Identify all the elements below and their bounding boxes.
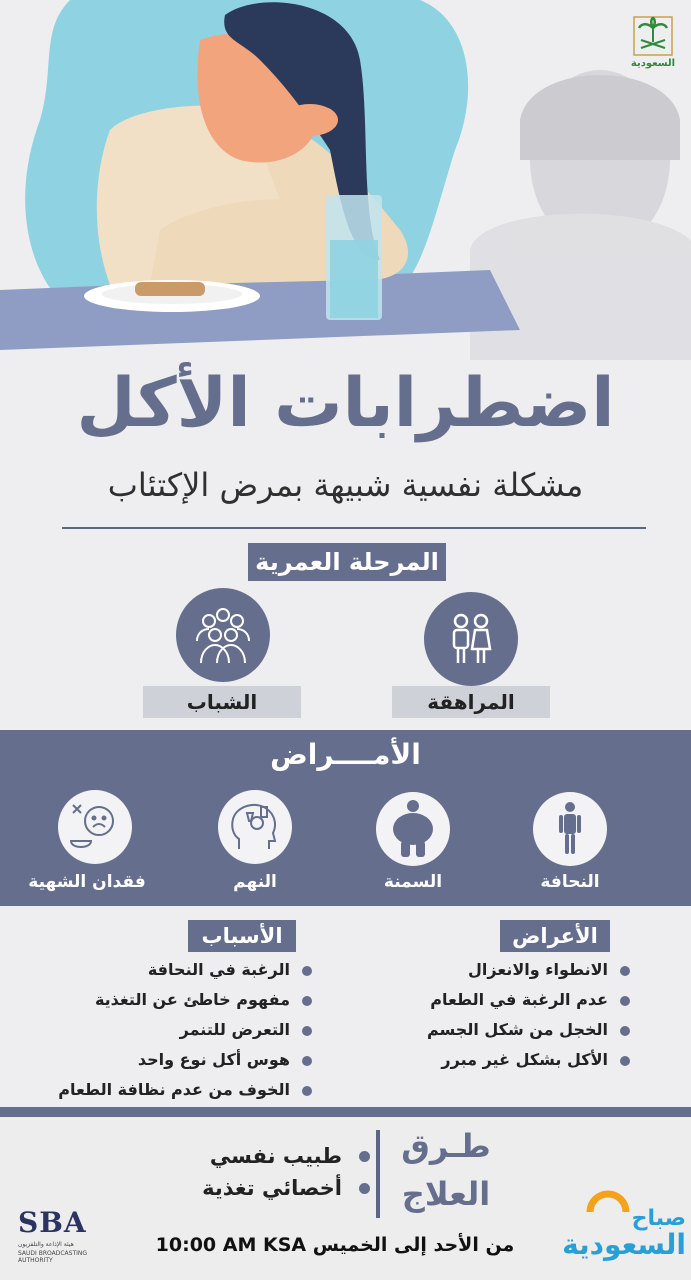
treatment-list [160, 1140, 370, 1204]
disease-thinness-circle [533, 792, 607, 866]
sba-name-en: SAUDI BROADCASTING AUTHORITY [18, 1250, 88, 1264]
list-item: الخوف من عدم نظافة الطعام [40, 1075, 312, 1105]
boy-girl-icon [441, 609, 501, 669]
symptoms-heading: الأعراض [500, 920, 610, 952]
causes-list [40, 955, 312, 1105]
group-of-people-icon [189, 601, 257, 669]
schedule-time: 10:00 AM KSA [155, 1234, 307, 1256]
page-title: اضطرابات الأكل [76, 364, 615, 443]
treatment-divider [376, 1130, 380, 1218]
list-item: أخصائي تغذية [160, 1172, 370, 1204]
woman-at-table-illustration [0, 0, 691, 360]
divider [62, 527, 646, 529]
palm-swords-icon [633, 16, 673, 56]
treatment-heading [398, 1122, 494, 1218]
teen-circle [424, 592, 518, 686]
brand-line1: صباح [631, 1206, 686, 1231]
list-item: مفهوم خاطئ عن التغذية [40, 985, 312, 1015]
disease-label-obesity: السمنة [383, 872, 443, 892]
list-item: الانطواء والانعزال [440, 955, 630, 985]
list-item: التعرض للتنمر [40, 1015, 312, 1045]
thin-body-icon [547, 801, 593, 857]
sba-logo [18, 1206, 98, 1264]
head-food-thoughts-icon [227, 799, 283, 855]
disease-label-binge: النهم [233, 872, 277, 892]
disease-obesity-circle [376, 792, 450, 866]
disease-label-thinness: النحافة [540, 872, 600, 892]
emblem-label: السعودية [630, 58, 676, 69]
obese-body-icon [386, 799, 440, 859]
list-item: الخجل من شكل الجسم [440, 1015, 630, 1045]
treatment-heading-line1: طـرق [401, 1127, 491, 1165]
causes-heading: الأسباب [188, 920, 296, 952]
disease-label-anorexia: فقدان الشهية [28, 872, 146, 892]
schedule [150, 1234, 520, 1256]
disease-anorexia-circle [58, 790, 132, 864]
age-label-teen: المراهقة [392, 686, 550, 718]
youth-circle [176, 588, 270, 682]
age-stage-heading: المرحلة العمرية [248, 543, 446, 581]
list-item: عدم الرغبة في الطعام [440, 985, 630, 1015]
list-item: طبيب نفسي [160, 1140, 370, 1172]
sba-abbr: SBA [18, 1206, 87, 1239]
list-item: الأكل بشكل غير مبرر [440, 1045, 630, 1075]
age-label-youth: الشباب [143, 686, 301, 718]
saudi-emblem-logo [628, 16, 678, 78]
hero-illustration [0, 0, 691, 360]
list-item: هوس أكل نوع واحد [40, 1045, 312, 1075]
brand-line2: السعودية [562, 1228, 686, 1261]
schedule-days: من الأحد إلى الخميس [312, 1234, 515, 1256]
sba-name-ar: هيئة الإذاعة والتلفزيون [18, 1241, 74, 1248]
disease-binge-circle [218, 790, 292, 864]
treatment-heading-line2: العلاج [401, 1175, 491, 1213]
list-item: الرغبة في النحافة [40, 955, 312, 985]
sad-face-bowl-icon [67, 799, 123, 855]
symptoms-list [426, 955, 630, 1075]
diseases-heading: الأمــــراض [270, 738, 421, 771]
page-subtitle: مشكلة نفسية شبيهة بمرض الإكتئاب [107, 466, 584, 504]
sabah-alsaudia-logo [556, 1186, 686, 1259]
